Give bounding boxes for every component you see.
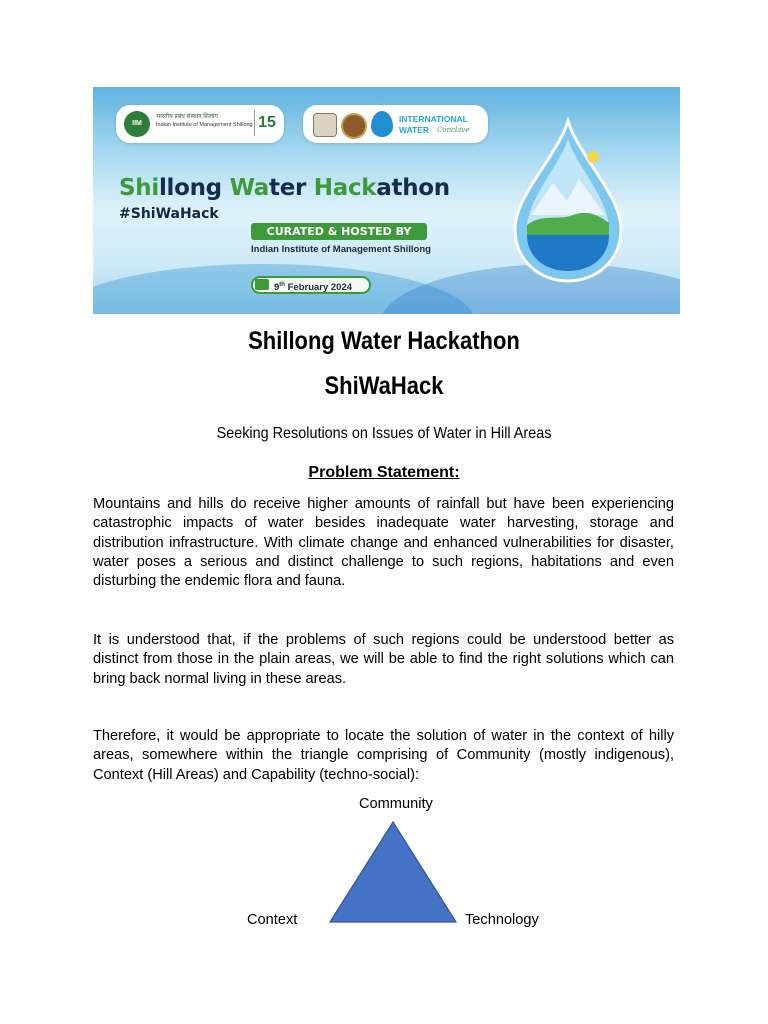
paragraph: It is understood that, if the problems of such regions could be understood better as distinct from those in the plain areas, we will be able to find the right solutions which can bring back normal living in these areas. (93, 632, 674, 687)
banner-title (119, 175, 450, 201)
conclave-script: Conclave (437, 126, 470, 134)
banner-title-part: ter (269, 175, 314, 201)
calendar-icon (255, 279, 269, 290)
conclave-name-line1: INTERNATIONAL (399, 114, 468, 124)
event-banner (93, 87, 680, 314)
problem-statement-heading: Problem Statement: (308, 464, 460, 481)
curated-badge: CURATED & HOSTED BY (251, 223, 427, 240)
event-date-pill (251, 276, 371, 294)
date-month-year: February 2024 (284, 282, 353, 294)
date-day: 9 (274, 282, 280, 294)
banner-title-part: Hack (313, 175, 377, 201)
triangle-shape (328, 820, 458, 924)
paragraph: Mountains and hills do receive higher amounts of rainfall but have been experiencing catastrophic impacts of water besides inadequate water harvesting, storage and distribution infrastructure. With climate change and enhanced vulnerabilities for disaster, water poses a serious and distinct challenge to such regions, habitations and even disturbing the endemic flora and fauna. (93, 496, 674, 590)
triangle-polygon (330, 822, 456, 922)
anniversary-badge: 15 (254, 110, 279, 136)
banner-hashtag: #ShiWaHack (119, 206, 219, 222)
banner-title-part: llong (158, 175, 230, 201)
document-short-title: ShiWaHack (324, 372, 444, 400)
national-emblem-icon (313, 113, 337, 137)
state-emblem-icon (341, 113, 367, 139)
banner-title-part: athon (376, 175, 450, 201)
banner-title-part: Wa (229, 175, 270, 201)
iim-emblem-icon: IIM (124, 111, 150, 137)
event-date (274, 278, 352, 295)
iim-logo-box (116, 105, 284, 143)
triangle-label-left: Context (247, 912, 298, 928)
water-drop-illustration (509, 117, 627, 285)
host-name: Indian Institute of Management Shillong (251, 244, 431, 255)
triangle-diagram (240, 793, 560, 938)
triangle-label-top: Community (359, 796, 433, 812)
date-suffix: th (279, 282, 285, 288)
water-drop-logo-icon (371, 111, 393, 137)
document-title: Shillong Water Hackathon (248, 327, 520, 355)
banner-title-part: Shi (119, 175, 159, 201)
partner-logo-box (303, 105, 488, 143)
iim-hindi-name: भारतीय प्रबंध संस्थान शिलांग (156, 114, 218, 120)
triangle-label-right: Technology (465, 912, 539, 928)
conclave-name-line2: WATER (399, 125, 430, 135)
document-subtitle: Seeking Resolutions on Issues of Water in Hill Areas (216, 425, 552, 442)
paragraph: Therefore, it would be appropriate to locate the solution of water in the context of hilly areas, somewhere within the triangle comprising of Community (mostly indigenous), Context (Hill Areas) and Capability (techno-social): (93, 728, 674, 783)
iim-english-name: Indian Institute of Management Shillong (156, 122, 253, 128)
